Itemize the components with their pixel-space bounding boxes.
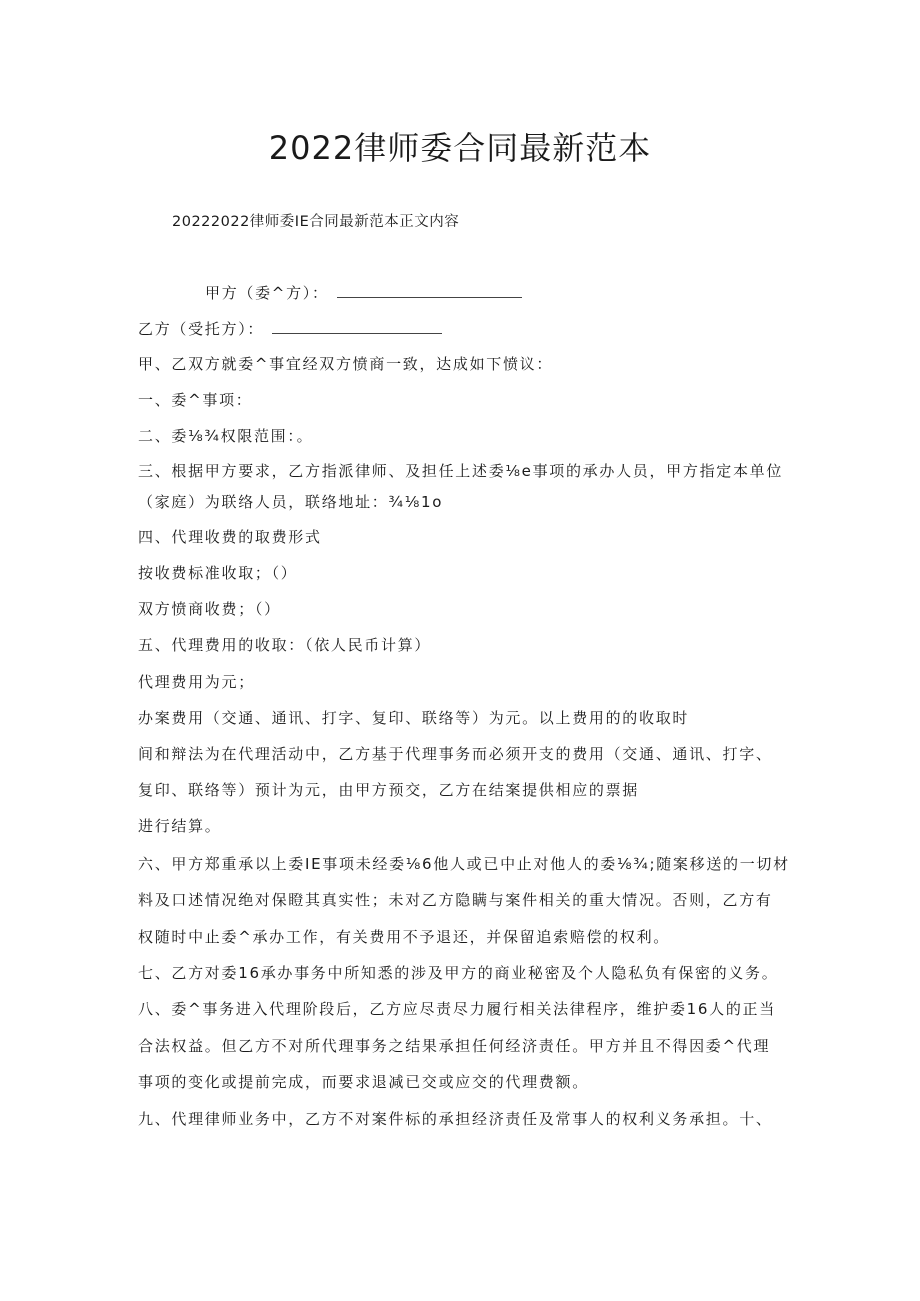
paragraph-line: 事项的变化或提前完成，而要求退减已交或应交的代理费额。	[138, 1073, 589, 1091]
paragraph-line: 进行结算。	[138, 817, 222, 835]
paragraph-line: 间和辩法为在代理活动中，乙方基于代理事务而必须开支的费用（交通、通讯、打字、	[138, 745, 773, 763]
paragraph-line: 料及口述情况绝对保瞪其真实性；未对乙方隐瞒与案件相关的重大情况。否则，乙方有	[138, 891, 773, 909]
paragraph-line: 一、委^事项：	[138, 391, 253, 409]
paragraph-line: 权随时中止委^承办工作，有关费用不予退还，并保留追索赔偿的权利。	[138, 928, 670, 946]
paragraph-line: 六、甲方郑重承以上委IE事项未经委⅛6他人或已中止对他人的委⅛¾;随案移送的一切材	[138, 855, 790, 873]
paragraph-line: 办案费用（交通、通讯、打字、复印、联络等）为元。以上费用的的收取时	[138, 709, 690, 727]
document-title: 2022律师委合同最新范本	[268, 129, 652, 167]
paragraph-line: 八、委^事务进入代理阶段后，乙方应尽责尽力履行相关法律程序，维护委16人的正当	[138, 1000, 776, 1018]
paragraph-line: 复印、联络等）预计为元，由甲方预交，乙方在结案提供相应的票据	[138, 781, 640, 799]
paragraph-line: 九、代理律师业务中，乙方不对案件标的承担经济责任及常事人的权利义务承担。十、	[138, 1110, 773, 1128]
paragraph-line: 五、代理费用的收取：（依人民币计算）	[138, 636, 432, 654]
party-a-blank	[337, 283, 522, 298]
paragraph-line: 二、委⅛¾权限范围：。	[138, 427, 314, 445]
paragraph-line: 代理费用为元；	[138, 673, 255, 691]
party-b-label: 乙方（受托方）：	[138, 320, 265, 338]
paragraph-line: 甲、乙双方就委^事宜经双方愤商一致，达成如下愤议：	[138, 355, 554, 373]
paragraph-line: 四、代理收费的取费形式	[138, 528, 322, 546]
paragraph-line: 三、根据甲方要求，乙方指派律师、及担任上述委⅛e事项的承办人员，甲方指定本单位	[138, 462, 784, 480]
party-a-line	[205, 282, 522, 304]
paragraph-line: 按收费标准收取；（）	[138, 564, 298, 582]
party-b-blank	[272, 319, 442, 334]
paragraph-line: （家庭）为联络人员，联络地址：¾⅛1o	[138, 493, 444, 511]
paragraph-line: 双方愤商收费；（）	[138, 600, 281, 618]
document-subtitle: 20222022律师委IE合同最新范本正文内容	[172, 214, 460, 230]
paragraph-line: 合法权益。但乙方不对所代理事务之结果承担任何经济责任。甲方并且不得因委^代理	[138, 1037, 771, 1055]
paragraph-line: 七、乙方对委16承办事务中所知悉的涉及甲方的商业秘密及个人隐私负有保密的义务。	[138, 964, 779, 982]
party-b-line	[138, 318, 442, 340]
party-a-label: 甲方（委^方）：	[205, 284, 329, 302]
